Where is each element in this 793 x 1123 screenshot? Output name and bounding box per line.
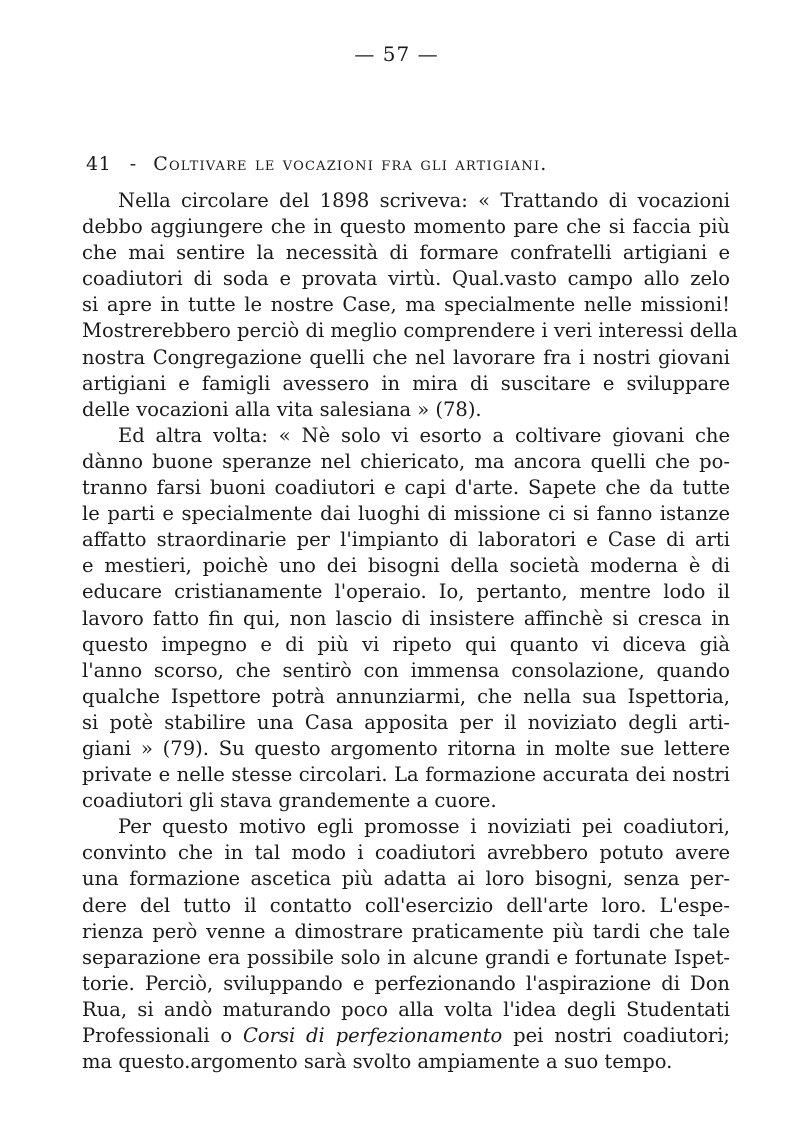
text-line: coadiutori di soda e provata virtù. Qual.vasto campo allo zelo — [82, 267, 730, 291]
text-line: Rua, si andò maturando poco alla volta l'idea degli Studentati — [82, 997, 730, 1021]
text-run: Professionali o — [82, 1024, 243, 1047]
text-line: coadiutori gli stava grandemente a cuore. — [82, 789, 497, 813]
page-number: — 57 — — [354, 42, 439, 66]
paragraph-3 — [82, 814, 730, 1075]
text-line: convinto che in tal modo i coadiutori avrebbero potuto avere — [82, 841, 730, 865]
paragraph-2 — [82, 423, 730, 814]
text-line: rienza però venne a dimostrare praticamente più tardi che tale — [82, 919, 730, 943]
text-line: torie. Perciò, sviluppando e perfezionando l'aspirazione di Don — [82, 971, 730, 995]
text-line: private e nelle stesse circolari. La formazione accurata dei nostri — [82, 763, 730, 787]
text-line: Ed altra volta: « Nè solo vi esorto a coltivare giovani che — [118, 423, 730, 447]
section-title: Coltivare le vocazioni fra gli artigiani. — [153, 153, 548, 175]
text-line: dere del tutto il contatto coll'esercizio dell'arte loro. L'espe- — [82, 893, 730, 917]
text-line: giani » (79). Su questo argomento ritorna in molte sue lettere — [82, 736, 730, 760]
text-line: artigiani e famigli avessero in mira di suscitare e sviluppare — [82, 371, 730, 395]
text-line: questo impegno e di più vi ripeto qui quanto vi diceva già — [82, 632, 730, 656]
italic-title: Corsi di perfezionamento — [242, 1024, 503, 1047]
text-run: pei nostri coadiutori; — [502, 1024, 731, 1047]
text-line: separazione era possibile solo in alcune grandi e fortunate Ispet- — [82, 945, 730, 969]
text-line: le parti e specialmente dai luoghi di missione ci si fanno istanze — [82, 502, 730, 526]
text-line: che mai sentire la necessità di formare confratelli artigiani e — [82, 241, 730, 265]
text-line: ma questo.argomento sarà svolto ampiamente a suo tempo. — [82, 1050, 673, 1074]
section-heading — [86, 153, 726, 175]
body-text — [82, 188, 738, 1075]
section-number: 41 — [86, 153, 112, 175]
text-line: una formazione ascetica più adatta ai loro bisogni, senza per- — [82, 867, 730, 891]
text-line: Per questo motivo egli promosse i noviziati pei coadiutori, — [118, 815, 730, 839]
text-line: delle vocazioni alla vita salesiana » (78). — [82, 397, 482, 421]
text-line: tranno farsi buoni coadiutori e capi d'arte. Sapete che da tutte — [82, 476, 730, 500]
paragraph-1 — [82, 188, 738, 423]
section-separator: - — [129, 153, 137, 175]
text-line: debbo aggiungere che in questo momento pare che si faccia più — [82, 215, 730, 239]
text-line: e mestieri, poichè uno dei bisogni della società moderna è di — [82, 554, 730, 578]
text-line: si apre in tutte le nostre Case, ma specialmente nelle missioni! — [82, 293, 730, 317]
text-line: nostra Congregazione quelli che nel lavorare fra i nostri giovani — [82, 345, 730, 369]
text-line: dànno buone speranze nel chiericato, ma ancora quelli che po- — [82, 449, 730, 473]
text-line: Nella circolare del 1898 scriveva: « Trattando di vocazioni — [118, 189, 730, 212]
text-line: lavoro fatto fin qui, non lascio di insistere affinchè si cresca in — [82, 606, 730, 630]
text-line: affatto straordinarie per l'impianto di laboratori e Case di arti — [82, 528, 730, 552]
text-line: si potè stabilire una Casa apposita per il noviziato degli arti- — [82, 710, 730, 734]
text-line: qualche Ispettore potrà annunziarmi, che nella sua Ispettoria, — [82, 684, 730, 708]
text-line: educare cristianamente l'operaio. Io, pertanto, mentre lodo il — [82, 580, 730, 604]
text-line: l'anno scorso, che sentirò con immensa consolazione, quando — [82, 658, 730, 682]
text-line: Mostrerebbero perciò di meglio comprendere i veri interessi della — [82, 319, 738, 343]
text-line — [82, 1023, 730, 1049]
